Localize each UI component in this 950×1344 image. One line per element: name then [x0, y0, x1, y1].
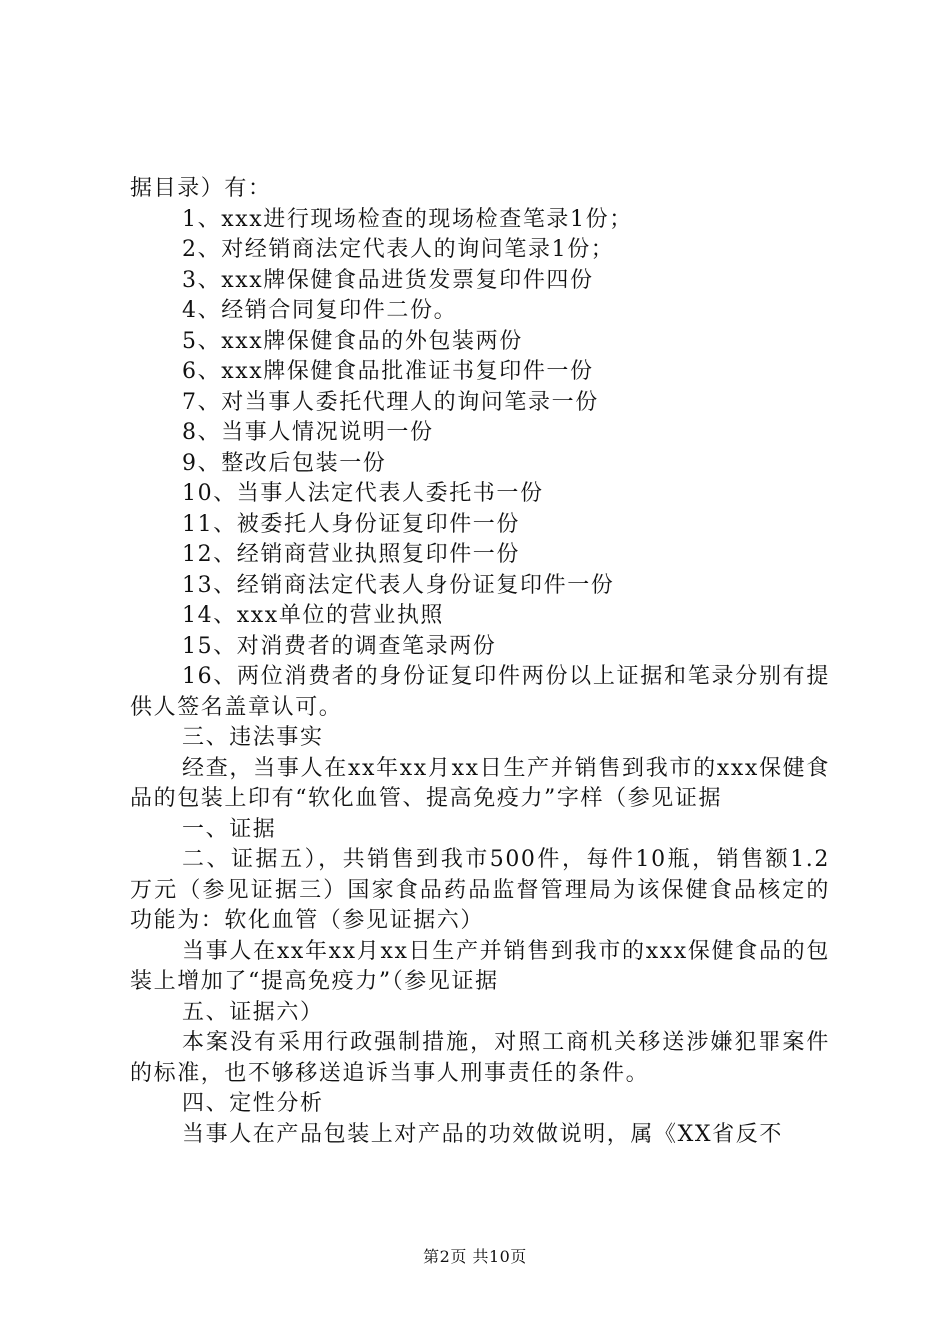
paragraph: 4、经销合同复印件二份。 — [182, 298, 458, 323]
paragraph: 12、经销商营业执照复印件一份 — [182, 542, 520, 567]
paragraph: 3、xxx牌保健食品进货发票复印件四份 — [182, 267, 594, 293]
paragraph: 15、对消费者的调查笔录两份 — [182, 633, 497, 659]
document-body — [130, 174, 830, 1150]
paragraph: 一、证据 — [182, 816, 277, 842]
paragraph: 经查，当事人在xx年xx月xx日生产并销售到我市的xxx保健食品的包装上印有“软化血管、提高免疫力”字样（参见证据 — [130, 755, 830, 811]
paragraph: 据目录）有： — [130, 176, 272, 201]
paragraph: 二、证据五），共销售到我市500件，每件10瓶，销售额1.2万元（参见证据三）国家食品药品监督管理局为该保健食品核定的功能为：软化血管（参见证据六） — [130, 847, 830, 933]
paragraph: 三、违法事实 — [182, 725, 324, 750]
paragraph: 2、对经销商法定代表人的询问笔录1份； — [182, 237, 615, 262]
paragraph: 16、两位消费者的身份证复印件两份以上证据和笔录分别有提供人签名盖章认可。 — [130, 664, 830, 720]
paragraph: 当事人在xx年xx月xx日生产并销售到我市的xxx保健食品的包装上增加了“提高免疫力”（参见证据 — [130, 938, 830, 994]
paragraph: 四、定性分析 — [182, 1091, 324, 1116]
paragraph: 五、证据六） — [182, 999, 324, 1025]
paragraph: 6、xxx牌保健食品批准证书复印件一份 — [182, 359, 594, 384]
paragraph: 9、整改后包装一份 — [182, 450, 387, 476]
page-footer: 第2页 共10页 — [423, 1247, 527, 1266]
paragraph: 1、xxx进行现场检查的现场检查笔录1份； — [182, 206, 633, 232]
paragraph: 本案没有采用行政强制措施，对照工商机关移送涉嫌犯罪案件的标准，也不够移送追诉当事人刑事责任的条件。 — [130, 1030, 830, 1086]
paragraph: 当事人在产品包装上对产品的功效做说明，属《XX省反不 — [182, 1121, 783, 1147]
paragraph: 14、xxx单位的营业执照 — [182, 603, 445, 628]
paragraph: 10、当事人法定代表人委托书一份 — [182, 481, 544, 506]
paragraph: 8、当事人情况说明一份 — [182, 420, 434, 445]
paragraph: 13、经销商法定代表人身份证复印件一份 — [182, 572, 615, 598]
paragraph: 11、被委托人身份证复印件一份 — [182, 511, 520, 537]
paragraph: 7、对当事人委托代理人的询问笔录一份 — [182, 389, 599, 415]
paragraph: 5、xxx牌保健食品的外包装两份 — [182, 328, 523, 354]
